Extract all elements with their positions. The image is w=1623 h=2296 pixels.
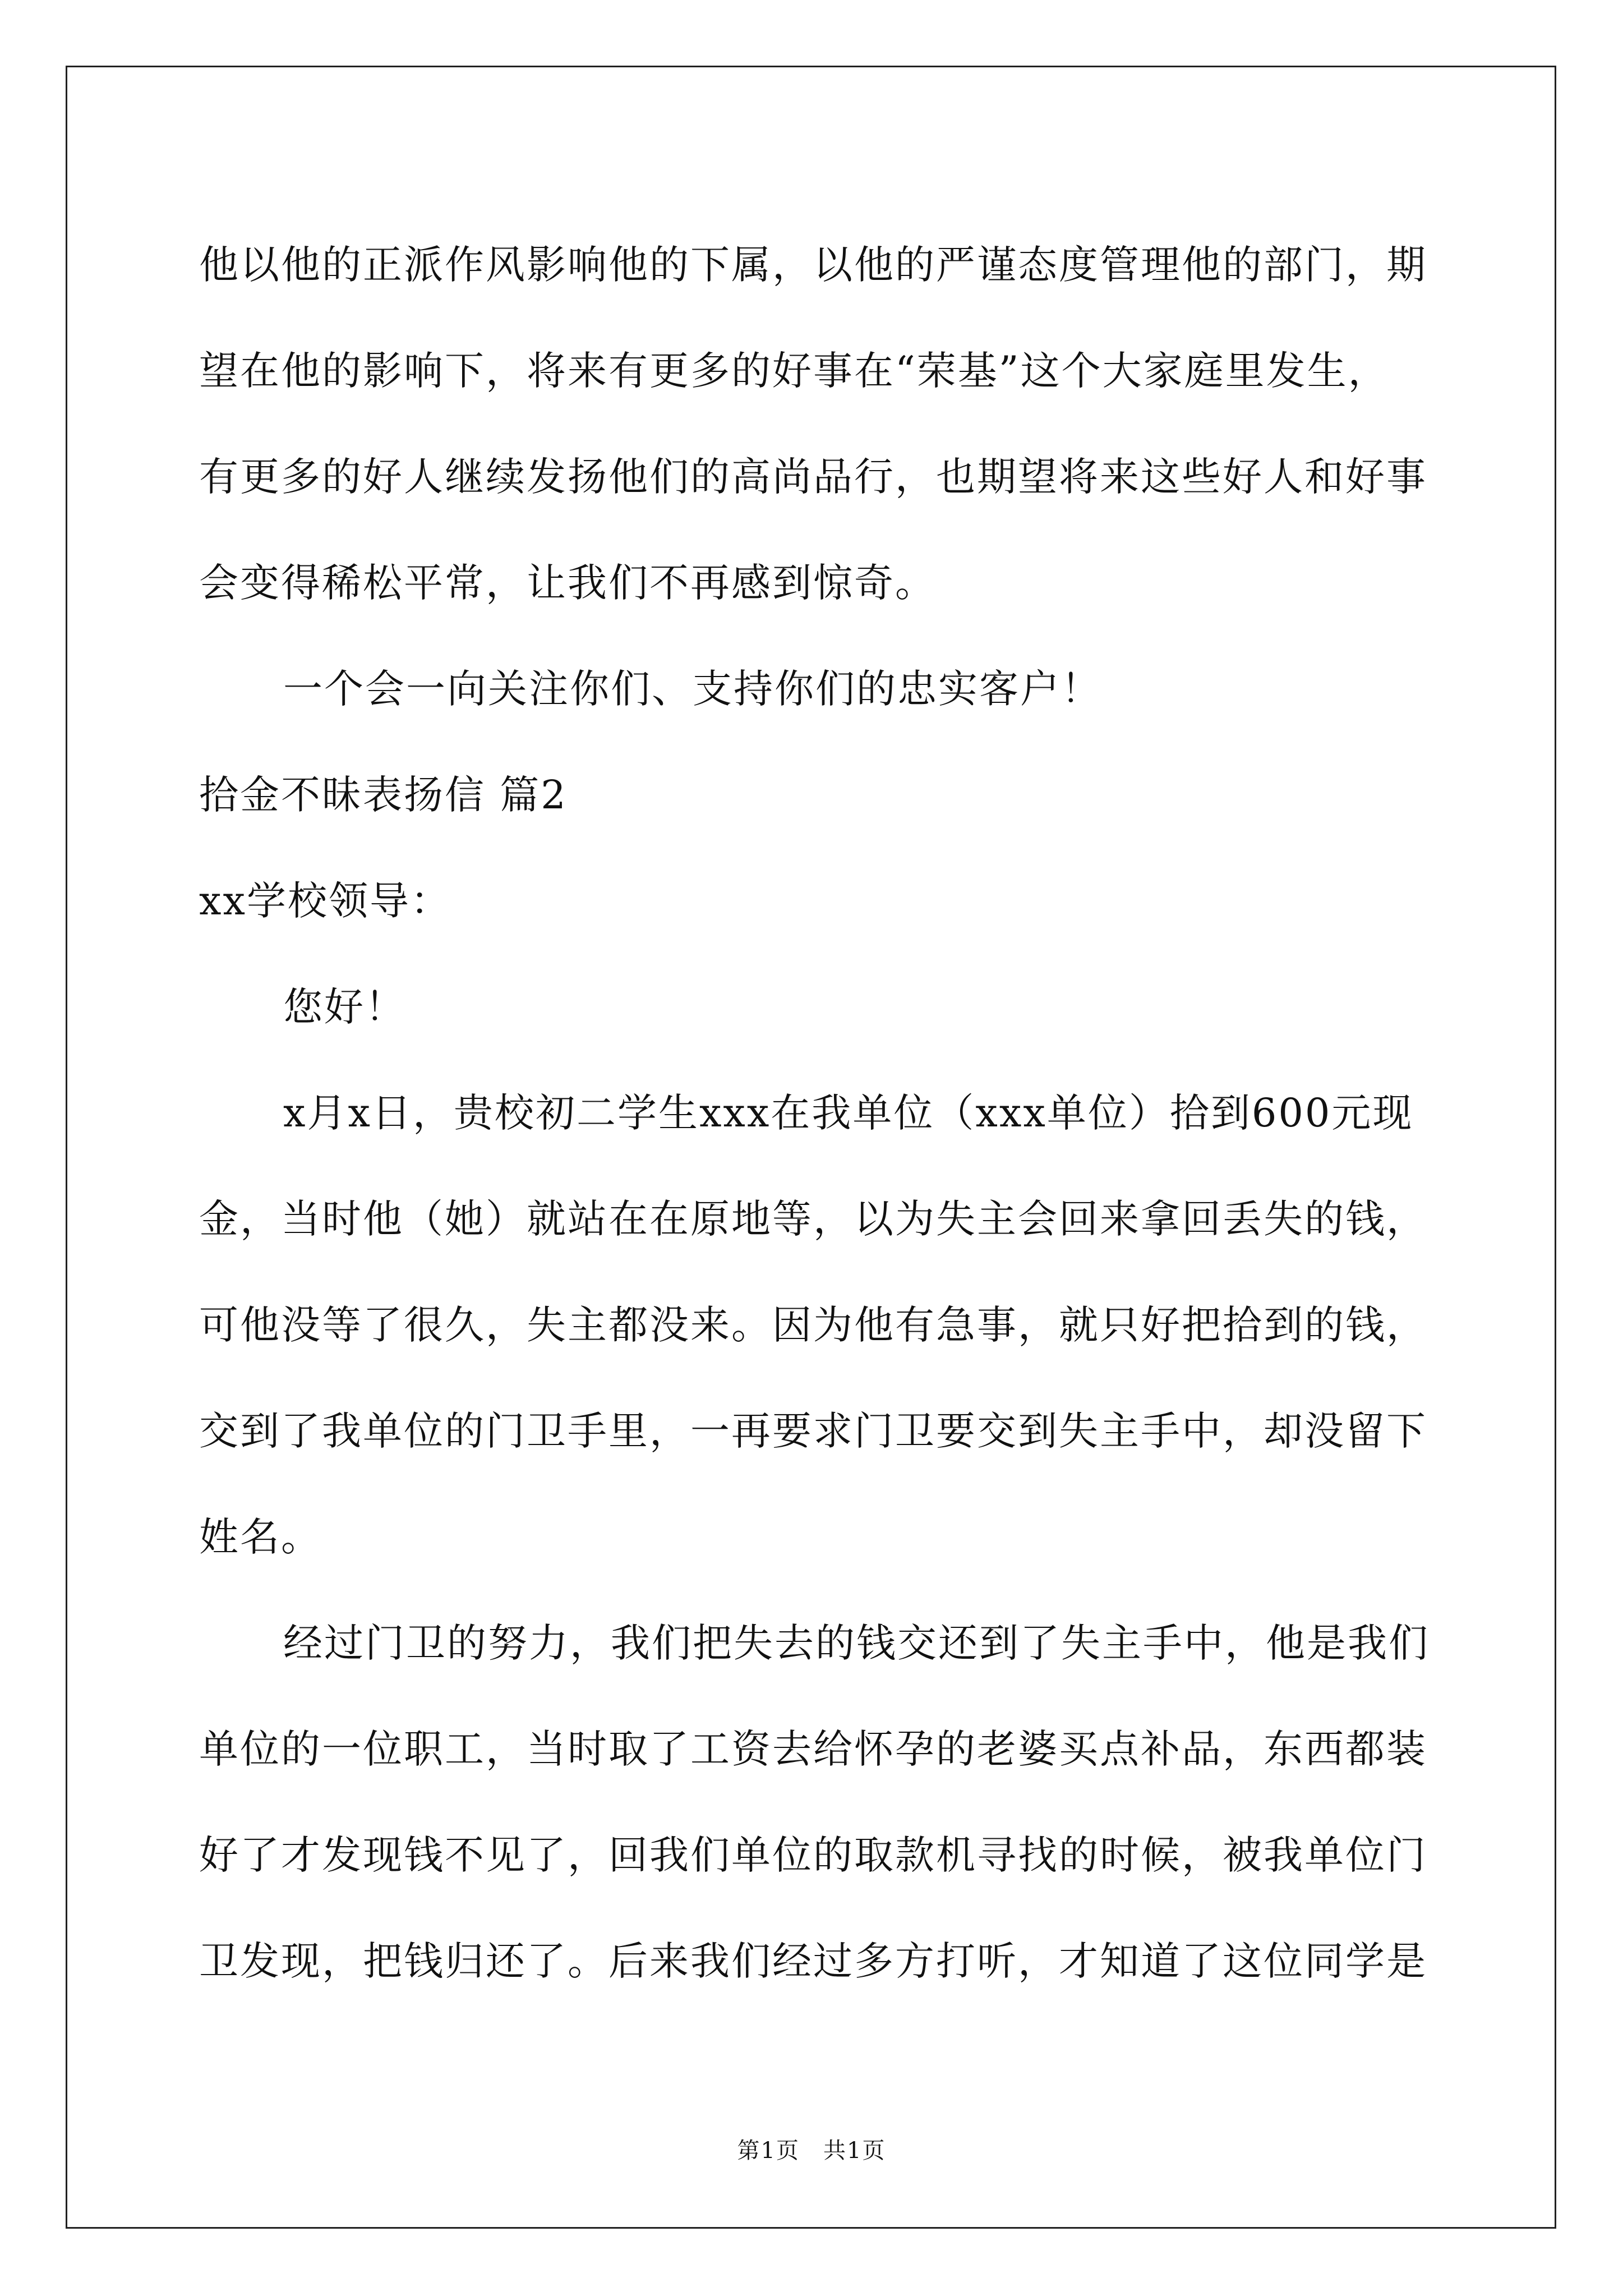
paragraph-line: 交到了我单位的门卫手里，一再要求门卫要交到失主手中，却没留下 <box>199 1408 1427 1454</box>
paragraph-line: x月x日，贵校初二学生xxx在我单位（xxx单位）拾到600元现 <box>283 1090 1414 1136</box>
paragraph-line: 单位的一位职工，当时取了工资去给怀孕的老婆买点补品，东西都装 <box>199 1726 1427 1772</box>
page-number: 第1页 共1页 <box>737 2138 886 2164</box>
paragraph-line: 经过门卫的努力，我们把失去的钱交还到了失主手中，他是我们 <box>283 1620 1430 1666</box>
section-heading: 拾金不昧表扬信 篇2 <box>199 772 568 818</box>
greeting: 您好！ <box>283 984 406 1030</box>
paragraph-line: 他以他的正派作风影响他的下属，以他的严谨态度管理他的部门，期 <box>199 242 1427 288</box>
closing-line: 一个会一向关注你们、支持你们的忠实客户！ <box>283 666 1102 712</box>
paragraph-line: 可他没等了很久，失主都没来。因为他有急事，就只好把拾到的钱， <box>199 1302 1427 1348</box>
paragraph-line: 有更多的好人继续发扬他们的高尚品行，也期望将来这些好人和好事 <box>199 454 1427 500</box>
paragraph-line: 金，当时他（她）就站在在原地等，以为失主会回来拿回丢失的钱， <box>199 1196 1427 1242</box>
document-body <box>199 212 1430 2014</box>
paragraph-line: 好了才发现钱不见了，回我们单位的取款机寻找的时候，被我单位门 <box>199 1832 1427 1878</box>
paragraph-line: 会变得稀松平常，让我们不再感到惊奇。 <box>199 560 936 606</box>
paragraph-line: 卫发现，把钱归还了。后来我们经过多方打听，才知道了这位同学是 <box>199 1938 1427 1984</box>
paragraph-line: 姓名。 <box>199 1514 322 1560</box>
paragraph-line: 望在他的影响下，将来有更多的好事在“荣基”这个大家庭里发生， <box>199 348 1389 394</box>
salutation: xx学校领导： <box>199 878 451 924</box>
